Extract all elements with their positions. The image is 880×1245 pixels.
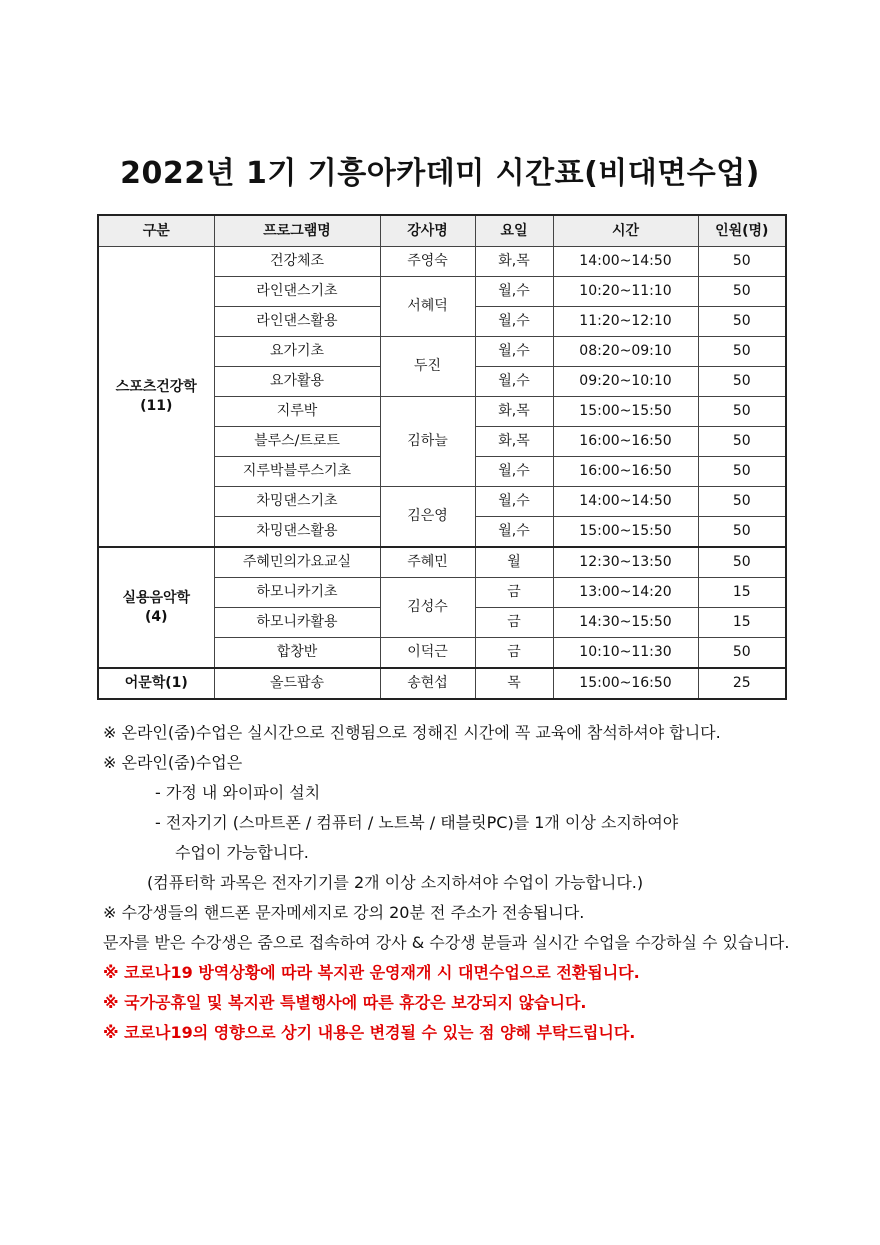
- program-cell: 하모니카활용: [214, 608, 380, 638]
- time-cell: 09:20~10:10: [553, 367, 698, 397]
- capacity-cell: 50: [698, 307, 786, 337]
- program-cell: 합창반: [214, 638, 380, 669]
- note-line: ※ 수강생들의 핸드폰 문자메세지로 강의 20분 전 주소가 전송됩니다.: [103, 903, 585, 922]
- category-cell: [98, 247, 214, 548]
- program-cell: 건강체조: [214, 247, 380, 277]
- day-cell: 월,수: [475, 337, 553, 367]
- time-cell: 10:20~11:10: [553, 277, 698, 307]
- day-cell: 월,수: [475, 487, 553, 517]
- header-program: 프로그램명: [214, 215, 380, 247]
- header-day: 요일: [475, 215, 553, 247]
- header-instructor: 강사명: [380, 215, 475, 247]
- day-cell: 금: [475, 608, 553, 638]
- time-cell: 08:20~09:10: [553, 337, 698, 367]
- notes-section: [103, 718, 803, 1048]
- warning-line: ※ 코로나19 방역상황에 따라 복지관 운영재개 시 대면수업으로 전환됩니다.: [103, 963, 640, 982]
- program-cell: 차밍댄스활용: [214, 517, 380, 548]
- instructor-cell: 주혜민: [380, 547, 475, 578]
- category-cell: [98, 547, 214, 668]
- instructor-cell: 김하늘: [380, 397, 475, 487]
- program-cell: 블루스/트로트: [214, 427, 380, 457]
- instructor-cell: 주영숙: [380, 247, 475, 277]
- capacity-cell: 50: [698, 638, 786, 669]
- note-line: (컴퓨터학 과목은 전자기기를 2개 이상 소지하셔야 수업이 가능합니다.): [147, 873, 644, 892]
- category-name: 스포츠건강학: [115, 379, 197, 396]
- time-cell: 14:00~14:50: [553, 487, 698, 517]
- note-line: - 전자기기 (스마트폰 / 컴퓨터 / 노트북 / 태블릿PC)를 1개 이상 소지하여야: [155, 813, 679, 832]
- capacity-cell: 50: [698, 487, 786, 517]
- time-cell: 14:30~15:50: [553, 608, 698, 638]
- table-row: [98, 668, 786, 699]
- category-name: 실용음악학: [122, 590, 191, 607]
- time-cell: 12:30~13:50: [553, 547, 698, 578]
- time-cell: 14:00~14:50: [553, 247, 698, 277]
- program-cell: 지루박: [214, 397, 380, 427]
- program-cell: 주혜민의가요교실: [214, 547, 380, 578]
- category-count: (4): [144, 608, 168, 625]
- table-row: [98, 547, 786, 578]
- program-cell: 차밍댄스기초: [214, 487, 380, 517]
- day-cell: 목: [475, 668, 553, 699]
- capacity-cell: 15: [698, 608, 786, 638]
- day-cell: 월,수: [475, 277, 553, 307]
- time-cell: 13:00~14:20: [553, 578, 698, 608]
- day-cell: 화,목: [475, 427, 553, 457]
- day-cell: 월,수: [475, 517, 553, 548]
- warning-line: ※ 코로나19의 영향으로 상기 내용은 변경될 수 있는 점 양해 부탁드립니다.: [103, 1023, 636, 1042]
- program-cell: 요가기초: [214, 337, 380, 367]
- capacity-cell: 50: [698, 277, 786, 307]
- capacity-cell: 50: [698, 247, 786, 277]
- category-count: (11): [140, 397, 173, 414]
- instructor-cell: 두진: [380, 337, 475, 397]
- program-cell: 요가활용: [214, 367, 380, 397]
- header-time: 시간: [553, 215, 698, 247]
- table-row: [98, 247, 786, 277]
- instructor-cell: 김성수: [380, 578, 475, 638]
- header-capacity: 인원(명): [698, 215, 786, 247]
- day-cell: 월,수: [475, 367, 553, 397]
- day-cell: 화,목: [475, 397, 553, 427]
- time-cell: 15:00~15:50: [553, 517, 698, 548]
- instructor-cell: 이덕근: [380, 638, 475, 669]
- program-cell: 하모니카기초: [214, 578, 380, 608]
- schedule-table: [97, 214, 787, 700]
- capacity-cell: 50: [698, 337, 786, 367]
- capacity-cell: 25: [698, 668, 786, 699]
- capacity-cell: 50: [698, 397, 786, 427]
- capacity-cell: 50: [698, 517, 786, 548]
- instructor-cell: 송현섭: [380, 668, 475, 699]
- table-header-row: [98, 215, 786, 247]
- category-cell: 어문학(1): [98, 668, 214, 699]
- program-cell: 지루박블루스기초: [214, 457, 380, 487]
- program-cell: 라인댄스기초: [214, 277, 380, 307]
- time-cell: 15:00~15:50: [553, 397, 698, 427]
- program-cell: 올드팝송: [214, 668, 380, 699]
- capacity-cell: 50: [698, 547, 786, 578]
- time-cell: 16:00~16:50: [553, 427, 698, 457]
- note-line: ※ 온라인(줌)수업은: [103, 753, 243, 772]
- capacity-cell: 50: [698, 457, 786, 487]
- note-line: 수업이 가능합니다.: [175, 843, 309, 862]
- note-line: ※ 온라인(줌)수업은 실시간으로 진행됨으로 정해진 시간에 꼭 교육에 참석하셔야 합니다.: [103, 723, 721, 742]
- day-cell: 월: [475, 547, 553, 578]
- day-cell: 월,수: [475, 307, 553, 337]
- instructor-cell: 김은영: [380, 487, 475, 548]
- time-cell: 10:10~11:30: [553, 638, 698, 669]
- page-title: 2022년 1기 기흥아카데미 시간표(비대면수업): [120, 156, 760, 191]
- note-paragraph: 문자를 받은 수강생은 줌으로 접속하여 강사 & 수강생 분들과 실시간 수업을 수강하실 수 있습니다.: [103, 933, 790, 952]
- time-cell: 15:00~16:50: [553, 668, 698, 699]
- capacity-cell: 50: [698, 427, 786, 457]
- day-cell: 금: [475, 638, 553, 669]
- note-line: - 가정 내 와이파이 설치: [155, 783, 321, 802]
- warning-line: ※ 국가공휴일 및 복지관 특별행사에 따른 휴강은 보강되지 않습니다.: [103, 993, 587, 1012]
- day-cell: 금: [475, 578, 553, 608]
- header-category: 구분: [98, 215, 214, 247]
- day-cell: 화,목: [475, 247, 553, 277]
- capacity-cell: 15: [698, 578, 786, 608]
- instructor-cell: 서혜덕: [380, 277, 475, 337]
- program-cell: 라인댄스활용: [214, 307, 380, 337]
- day-cell: 월,수: [475, 457, 553, 487]
- capacity-cell: 50: [698, 367, 786, 397]
- time-cell: 16:00~16:50: [553, 457, 698, 487]
- time-cell: 11:20~12:10: [553, 307, 698, 337]
